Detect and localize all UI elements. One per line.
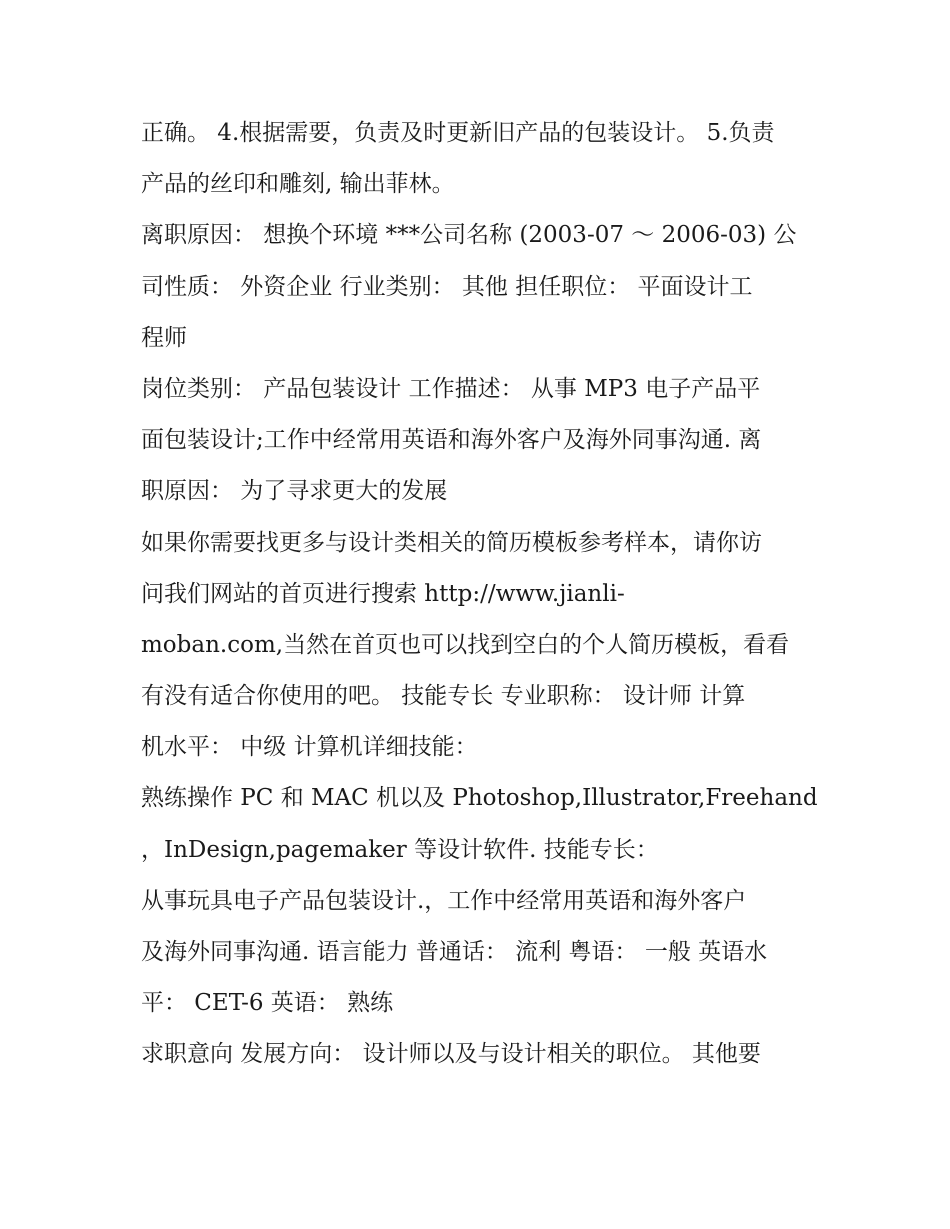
resume-text-body [141, 108, 821, 1081]
text-line: 从事玩具电子产品包装设计.，工作中经常用英语和海外客户 [141, 887, 747, 914]
text-line: 熟练操作 PC 和 MAC 机以及 Photoshop,Illustrator,Freehand [141, 785, 818, 812]
text-line: moban.com,当然在首页也可以找到空白的个人简历模板，看看 [141, 631, 790, 658]
text-line: 问我们网站的首页进行搜索 http://www.jianli- [141, 580, 625, 607]
text-line: 司性质： 外资企业 行业类别： 其他 担任职位： 平面设计工 [141, 273, 753, 300]
text-line: 正确。 4.根据需要，负责及时更新旧产品的包装设计。 5.负责 [141, 120, 775, 146]
text-line: 岗位类别： 产品包装设计 工作描述： 从事 MP3 电子产品平 [141, 375, 761, 402]
text-line: 离职原因： 想换个环境 ***公司名称 (2003-07 ～ 2006-03) 公 [141, 222, 797, 249]
text-line: 职原因： 为了寻求更大的发展 [141, 478, 448, 505]
text-line: 及海外同事沟通. 语言能力 普通话： 流利 粤语： 一般 英语水 [141, 939, 768, 965]
text-line: 求职意向 发展方向： 设计师以及与设计相关的职位。 其他要 [141, 1041, 761, 1068]
text-line: ，InDesign,pagemaker 等设计软件. 技能专长： [141, 836, 659, 863]
text-line: 机水平： 中级 计算机详细技能： [141, 734, 478, 761]
text-line: 面包装设计;工作中经常用英语和海外客户及海外同事沟通. 离 [141, 427, 762, 454]
text-line: 有没有适合你使用的吧。 技能专长 专业职称： 设计师 计算 [141, 683, 746, 710]
text-line: 平： CET-6 英语： 熟练 [141, 990, 394, 1017]
text-line: 程师 [141, 324, 187, 351]
text-line: 产品的丝印和雕刻, 输出菲林。 [141, 171, 455, 198]
text-line: 如果你需要找更多与设计类相关的简历模板参考样本，请你访 [141, 529, 762, 556]
